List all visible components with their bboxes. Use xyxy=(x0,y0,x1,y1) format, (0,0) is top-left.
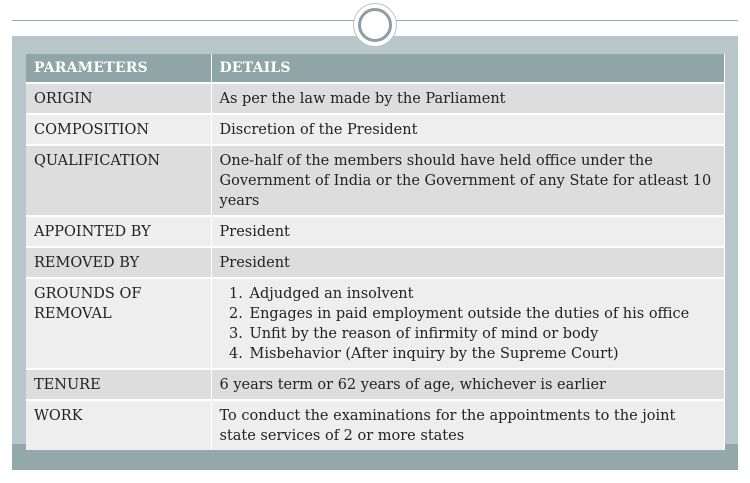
detail-cell: President xyxy=(211,216,724,247)
table-header-row xyxy=(26,54,724,83)
param-cell: QUALIFICATION xyxy=(26,145,211,216)
detail-cell: President xyxy=(211,247,724,278)
list-item: 1. Adjudged an insolvent xyxy=(248,284,716,304)
param-cell: GROUNDS OF REMOVAL xyxy=(26,278,211,369)
column-header-details: DETAILS xyxy=(211,54,724,83)
parameters-table xyxy=(26,54,725,450)
detail-cell xyxy=(211,278,724,369)
removal-grounds-list xyxy=(220,284,716,364)
table-row xyxy=(26,216,724,247)
param-cell: TENURE xyxy=(26,369,211,400)
param-cell: REMOVED BY xyxy=(26,247,211,278)
param-cell: WORK xyxy=(26,400,211,450)
table-row xyxy=(26,114,724,145)
list-item: 2. Engages in paid employment outside the duties of his office xyxy=(248,304,716,324)
table-row xyxy=(26,145,724,216)
list-item: 4. Misbehavior (After inquiry by the Supreme Court) xyxy=(248,344,716,364)
table-row xyxy=(26,278,724,369)
detail-cell: One-half of the members should have held office under the Government of India or the Government of any State for atleast 10 years xyxy=(211,145,724,216)
table-row xyxy=(26,83,724,114)
table-row xyxy=(26,247,724,278)
table-row xyxy=(26,400,724,450)
param-cell: APPOINTED BY xyxy=(26,216,211,247)
detail-cell: To conduct the examinations for the appointments to the joint state services of 2 or more states xyxy=(211,400,724,450)
detail-cell: As per the law made by the Parliament xyxy=(211,83,724,114)
param-cell: COMPOSITION xyxy=(26,114,211,145)
param-cell: ORIGIN xyxy=(26,83,211,114)
detail-cell: 6 years term or 62 years of age, whichever is earlier xyxy=(211,369,724,400)
table-row xyxy=(26,369,724,400)
detail-cell: Discretion of the President xyxy=(211,114,724,145)
circle-ornament-ring-icon xyxy=(358,8,392,42)
list-item: 3. Unfit by the reason of infirmity of mind or body xyxy=(248,324,716,344)
column-header-parameters: PARAMETERS xyxy=(26,54,211,83)
